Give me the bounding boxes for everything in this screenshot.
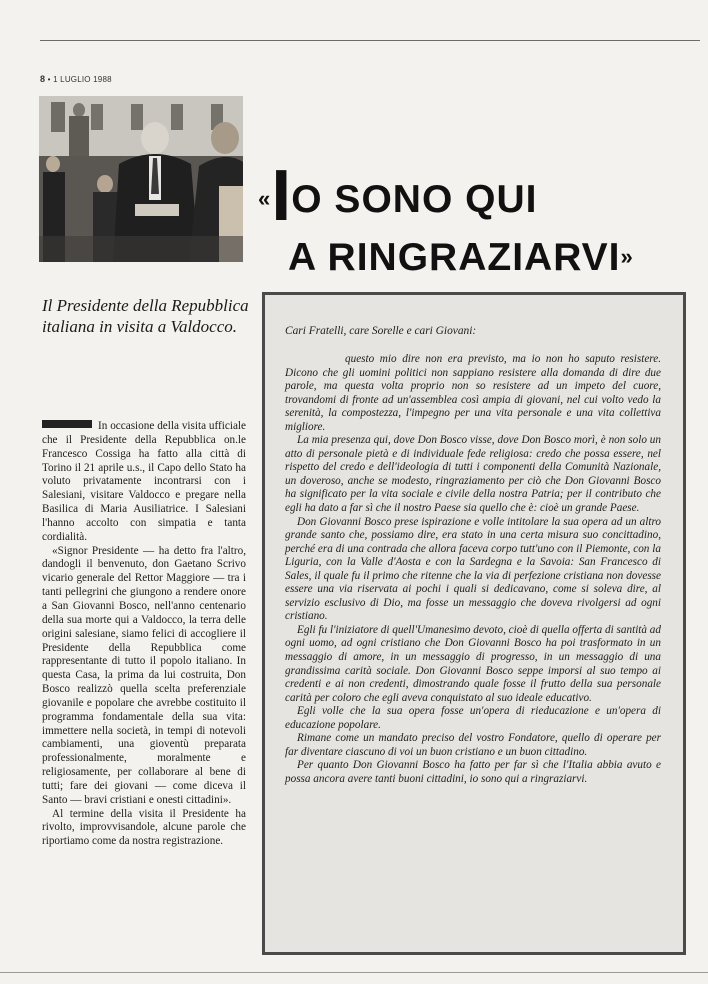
headline	[258, 156, 688, 279]
article-paragraph: «Signor Presidente — ha detto fra l'altro, dandogli il benvenuto, don Gaetano Scrivo vicario generale del Rettor Maggiore — tra i tanti pellegrini che giungono a rendere onore a San Giovanni Bosco, nell'anno centenario della sua morte qui a Valdocco, la terra delle origini salesiane, siamo felici di accogliere il Presidente della Repubblica come rappresentante di tutto il popolo italiano. In questa Casa, la prima da lui costruita, Don Bosco realizzò quella scelta preferenziale giovanile e popolare che avrebbe costituito il programma fondamentale della sua vita: immettere nella società, in tempi di notevoli cambiamenti, una gioventù preparata professionalmente, moralmente e religiosamente, per collaborare al bene di tutti; fare dei giovani — come diceva il Santo — bravi cristiani e onesti cittadini».	[42, 544, 246, 806]
header-rule	[40, 40, 700, 41]
speech-paragraph: Egli fu l'iniziatore di quell'Umanesimo devoto, cioè di quella offerta di santità ad ogni uomo, ad ogni cristiano che Don Giovanni Bosco ha poi trasformato in un messaggio di amore, in un messaggio di progresso, in un messaggio di una grandissima carità sociale. Don Giovanni Bosco seppe imporsi al suo tempo ai credenti e ai non credenti, dimostrando quale fosse il frutto della sua personale carità per coloro che egli aveva conquistato al suo ideale educativo.	[285, 623, 661, 704]
speech-paragraph: La mia presenza qui, dove Don Bosco visse, dove Don Bosco morì, è non solo un atto di personale pietà e di individuale fede religiosa: credo che possa essere, nel rispetto del credo e dell'ideologia di tutti i componenti della Comunità Nazionale, un doveroso, anche se modesto, ringraziamento per ciò che Don Giovanni Bosco ha significato per la vita sociale e civile della nostra Patria; per il contributo che egli ha dato a far sì che il nostro Paese sia quello che è: cioè un grande Paese.	[285, 434, 661, 515]
speech-content	[285, 325, 661, 942]
speech-paragraph: Per quanto Don Giovanni Bosco ha fatto per far sì che l'Italia abbia avuto e possa ancora avere tanti buoni cittadini, io sono qui a ringraziarvi.	[285, 759, 661, 785]
headline-line-2-text: A RINGRAZIARVI	[288, 236, 621, 279]
speech-paragraph: Egli volle che la sua opera fosse un'opera di rieducazione e un'opera di educazione popolare.	[285, 705, 661, 731]
page-number: 8	[40, 74, 46, 84]
lead-marker	[42, 420, 92, 428]
speech-paragraph: Rimane come un mandato preciso del vostro Fondatore, quello di operare per far diventare ciascuno di voi un buon cristiano e un buon cittadino.	[285, 732, 661, 758]
page-folio	[40, 74, 112, 84]
speech-paragraph: questo mio dire non era previsto, ma io non ho saputo resistere. Dicono che gli uomini politici non sappiano resistere alla domanda di dire due parole, ma questa volta proprio non so resistere ad un impeto del cuore, trovandomi di fronte ad un'assemblea così ampia di giovani, nel cui volto vedo la serenità, la compostezza, l'impegno per una vita personale e una vita collettiva migliore.	[285, 353, 661, 433]
photo-illustration	[39, 96, 243, 262]
speech-paragraph: Don Giovanni Bosco prese ispirazione e volle intitolare la sua opera ad un altro grande santo che, possiamo dire, era stato in una certa misura suo concittadino, perché era di una contrada che allora faceva corpo tutt'uno con il Piemonte, con la Liguria, con la Valle d'Aosta e con la Sardegna e la Savoia: San Francesco di Sales, il quale fu il primo che ritenne che la via di perfezione cristiana non dovesse essere una via riservata ai pochi i quali si dedicavano, come si soleva dire, al servizio esclusivo di Dio, ma fosse un messaggio che doveva rivolgersi ad ogni cristiano.	[285, 515, 661, 623]
headline-line-1-text: O SONO QUI	[291, 178, 538, 221]
headline-line-1	[258, 156, 688, 236]
issue-date: 1 LUGLIO 1988	[53, 75, 112, 84]
president-visit-photo	[39, 96, 243, 262]
folio-separator: •	[47, 75, 51, 84]
article-paragraph	[42, 420, 246, 545]
article-column	[42, 420, 246, 849]
article-paragraph-text: In occasione della visita ufficiale che il Presidente della Repubblica on.le Francesco Cossiga ha fatto alla città di Torino il 21 aprile u.s., il Capo dello Stato ha voluto privatamente incontrarsi con i Salesiani, visitare Valdocco e pregare nella Basilica di Maria Ausiliatrice. I Salesiani l'hanno accolto con simpatia e tanta cordialità.	[42, 420, 246, 543]
headline-drop-initial: I	[271, 156, 292, 236]
article-subtitle: Il Presidente della Repubblica italiana in visita a Valdocco.	[42, 296, 249, 336]
article-paragraph: Al termine della visita il Presidente ha rivolto, improvvisandole, alcune parole che riportiamo come da nostra registrazione.	[42, 807, 246, 848]
footer-rule	[0, 972, 708, 973]
headline-open-quote: «	[258, 186, 272, 211]
speech-body	[285, 353, 661, 787]
speech-box	[262, 292, 686, 955]
headline-close-quote: »	[620, 244, 634, 269]
headline-line-2	[258, 238, 688, 277]
speech-salutation: Cari Fratelli, care Sorelle e cari Giovani:	[285, 325, 477, 337]
